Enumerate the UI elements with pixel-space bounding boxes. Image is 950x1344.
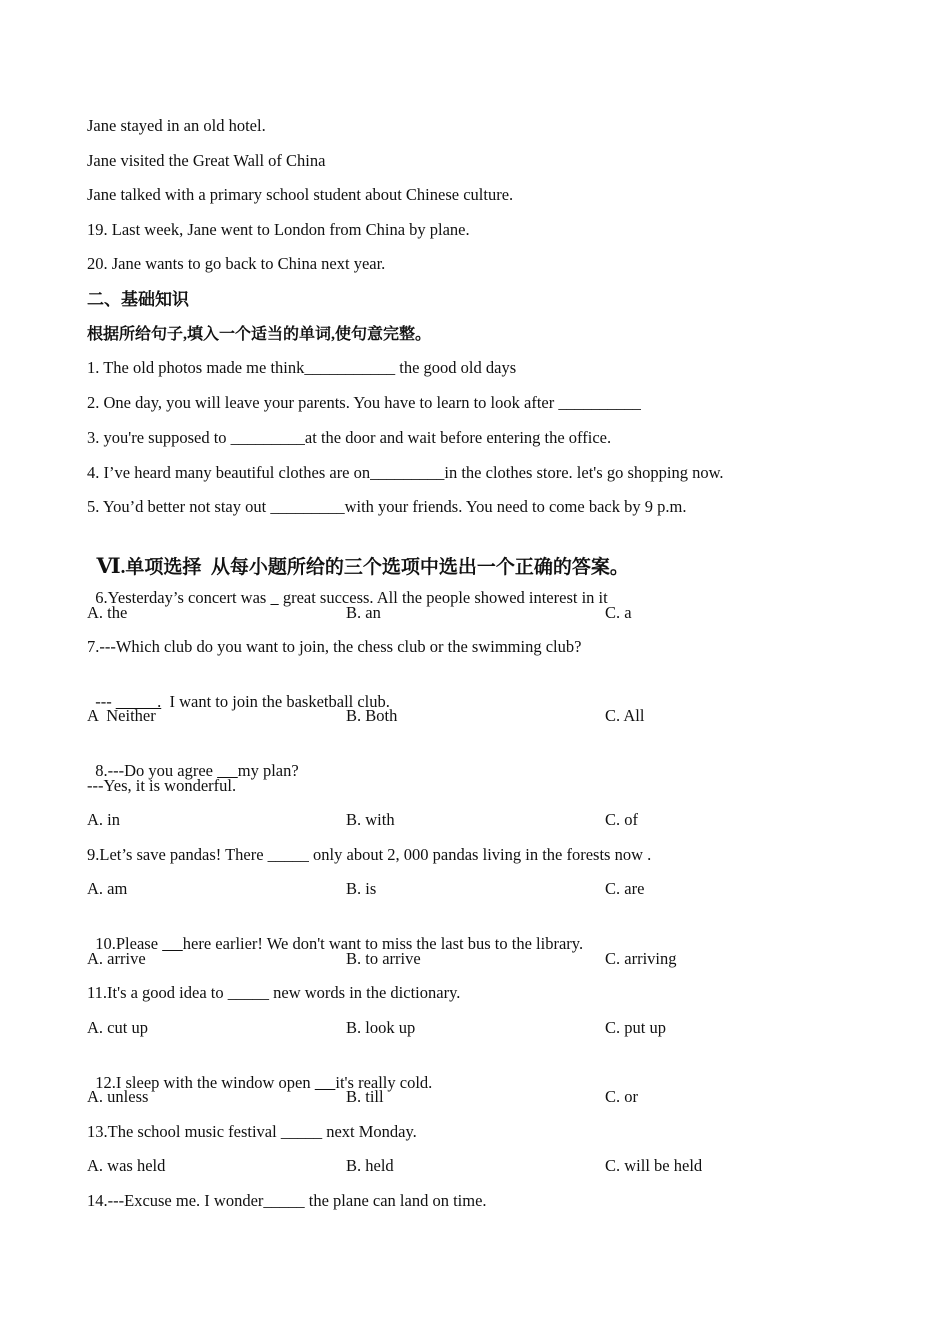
question-7-text-end: I want to join the basketball club.: [161, 692, 390, 711]
question-11-option-a: A. cut up: [87, 1018, 148, 1037]
question-6-blank: [270, 588, 278, 607]
question-13: 13.The school music festival _____ next Monday.: [87, 1122, 417, 1141]
statement-line: 19. Last week, Jane went to London from China by plane.: [87, 220, 470, 239]
question-12-blank: [315, 1073, 336, 1092]
question-11-option-b: B. look up: [346, 1018, 416, 1037]
question-9-option-a: A. am: [87, 879, 128, 898]
fill-blank-item: 4. I’ve heard many beautiful clothes are on_________in the clothes store. let's go shopping now.: [87, 463, 724, 482]
question-6-option-c: C. a: [605, 603, 632, 622]
fill-blank-item: 5. You’d better not stay out _________with your friends. You need to come back by 9 p.m.: [87, 497, 687, 516]
question-8-option-c: C. of: [605, 810, 638, 829]
section-6-heading-text: .单项选择 从每小题所给的三个选项中选出一个正确的答案。: [120, 557, 629, 578]
question-10-blank: [162, 934, 183, 953]
question-12-option-a: A. unless: [87, 1087, 149, 1106]
question-6: [87, 568, 608, 608]
question-8-reply: ---Yes, it is wonderful.: [87, 776, 237, 795]
question-10-option-a: A. arrive: [87, 949, 146, 968]
fill-blank-item: 2. One day, you will leave your parents. You have to learn to look after __________: [87, 393, 641, 412]
question-7-option-b: B. Both: [346, 706, 398, 725]
question-6-option-b: B. an: [346, 603, 381, 622]
question-12-text-end: it's really cold.: [335, 1073, 433, 1092]
question-11: 11.It's a good idea to _____ new words in the dictionary.: [87, 983, 461, 1002]
question-11-option-c: C. put up: [605, 1018, 666, 1037]
question-13-option-c: C. will be held: [605, 1156, 703, 1175]
question-8-option-b: B. with: [346, 810, 395, 829]
question-7-prefix: ---: [95, 692, 116, 711]
statement-line: Jane stayed in an old hotel.: [87, 116, 266, 135]
question-10-text: 10.Please: [95, 934, 163, 953]
question-10-option-b: B. to arrive: [346, 949, 421, 968]
statement-line: 20. Jane wants to go back to China next year.: [87, 254, 386, 273]
question-14: 14.---Excuse me. I wonder_____ the plane can land on time.: [87, 1191, 487, 1210]
question-9: 9.Let’s save pandas! There _____ only about 2, 000 pandas living in the forests now .: [87, 845, 652, 864]
statement-line: Jane visited the Great Wall of China: [87, 151, 326, 170]
question-12-text: 12.I sleep with the window open: [95, 1073, 315, 1092]
statement-line: Jane talked with a primary school student about Chinese culture.: [87, 185, 514, 204]
question-10: [87, 914, 583, 954]
question-8-text: 8.---Do you agree: [95, 761, 218, 780]
question-12-option-c: C. or: [605, 1087, 638, 1106]
fill-blank-item: 1. The old photos made me think___________ the good old days: [87, 358, 517, 377]
question-9-option-c: C. are: [605, 879, 645, 898]
section-2-instruction: 根据所给句子,填入一个适当的单词,使句意完整。: [87, 326, 432, 343]
question-12-option-b: B. till: [346, 1087, 384, 1106]
question-6-text: 6.Yesterday’s concert was: [95, 588, 271, 607]
question-10-text-end: here earlier! We don't want to miss the last bus to the library.: [182, 934, 584, 953]
question-7: 7.---Which club do you want to join, the chess club or the swimming club?: [87, 637, 582, 656]
question-7-blank: _____.: [115, 692, 162, 711]
question-13-option-b: B. held: [346, 1156, 394, 1175]
question-6-option-a: A. the: [87, 603, 128, 622]
question-8-text-end: my plan?: [237, 761, 299, 780]
question-10-option-c: C. arriving: [605, 949, 677, 968]
fill-blank-item: 3. you're supposed to _________at the door and wait before entering the office.: [87, 428, 612, 447]
question-8-option-a: A. in: [87, 810, 120, 829]
question-7-option-a: A Neither: [87, 706, 156, 725]
section-2-title: 二、基础知识: [87, 290, 189, 309]
question-7-option-c: C. All: [605, 706, 645, 725]
question-6-text-end: great success. All the people showed interest in it: [278, 588, 608, 607]
question-8: [87, 741, 299, 781]
question-13-option-a: A. was held: [87, 1156, 166, 1175]
question-9-option-b: B. is: [346, 879, 377, 898]
section-6-numeral: Ⅵ: [96, 554, 121, 578]
